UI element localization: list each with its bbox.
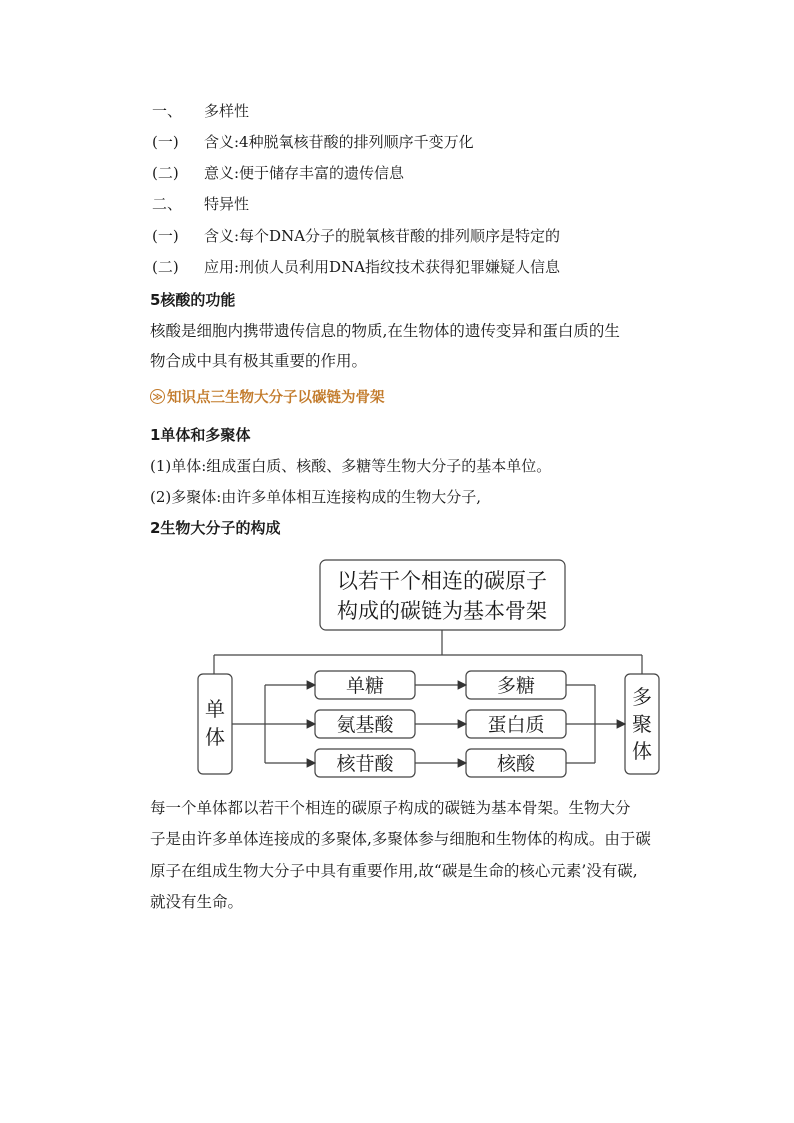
chevron-right-icon: ≫ — [150, 389, 165, 404]
monomer-label: 单 — [205, 697, 225, 721]
outline-line-5 — [152, 226, 560, 246]
monosaccharide-label: 单糖 — [345, 675, 385, 697]
outline-line-4 — [152, 194, 249, 214]
paragraph-line: 每一个单体都以若干个相连的碳原子构成的碳链为基本骨架。生物大分 — [150, 799, 631, 817]
outline-number: 二、 — [152, 195, 183, 213]
outline-number: (一) — [152, 133, 179, 151]
outline-line-1 — [152, 101, 249, 121]
paragraph-line: 核酸是细胞内携带遗传信息的物质,在生物体的遗传变异和蛋白质的生 — [150, 322, 620, 340]
backbone-text-line-1: 以若干个相连的碳原子 — [337, 569, 547, 593]
outline-text: 应用:刑侦人员利用DNA指纹技术获得犯罪嫌疑人信息 — [204, 258, 561, 276]
protein-label: 蛋白质 — [487, 714, 545, 736]
outline-number: (二) — [152, 258, 179, 276]
nucleic-acid-label: 核酸 — [496, 753, 536, 775]
macromolecule-diagram — [190, 550, 670, 780]
monomer-label: 体 — [205, 725, 225, 749]
outline-line-3 — [152, 163, 404, 183]
outline-number: (一) — [152, 227, 179, 245]
section-heading — [150, 386, 385, 407]
outline-text: 含义:4种脱氧核苷酸的排列顺序千变万化 — [204, 133, 474, 151]
list-item: (2)多聚体:由许多单体相互连接构成的生物大分子, — [150, 488, 482, 506]
outline-line-2 — [152, 132, 474, 152]
outline-text: 特异性 — [204, 195, 250, 213]
paragraph-line: 原子在组成生物大分子中具有重要作用,故“碳是生命的核心元素’没有碳, — [150, 862, 638, 880]
outline-number: (二) — [152, 164, 179, 182]
section-title: 知识点三生物大分子以碳链为骨架 — [167, 390, 385, 406]
outline-number: 一、 — [152, 102, 183, 120]
outline-text: 多样性 — [204, 102, 250, 120]
polymer-label: 聚 — [632, 712, 652, 736]
polysaccharide-label: 多糖 — [496, 675, 536, 697]
amino-acid-label: 氨基酸 — [336, 714, 394, 736]
outline-line-6 — [152, 257, 560, 277]
monomer-box — [198, 674, 232, 774]
polymer-label: 体 — [632, 739, 652, 763]
paragraph-line: 子是由许多单体连接成的多聚体,多聚体参与细胞和生物体的构成。由于碳 — [150, 830, 651, 848]
polymer-label: 多 — [632, 685, 652, 709]
outline-text: 含义:每个DNA分子的脱氧核苷酸的排列顺序是特定的 — [204, 227, 561, 245]
nucleotide-label: 核苷酸 — [336, 753, 394, 775]
heading-monomer-polymer: 1单体和多聚体 — [150, 426, 251, 444]
outline-text: 意义:便于储存丰富的遗传信息 — [204, 164, 405, 182]
list-item: (1)单体:组成蛋白质、核酸、多糖等生物大分子的基本单位。 — [150, 457, 552, 475]
paragraph-line: 物合成中具有极其重要的作用。 — [150, 352, 368, 370]
heading-macromolecule-structure: 2生物大分子的构成 — [150, 519, 281, 537]
paragraph-line: 就没有生命。 — [150, 893, 244, 911]
heading-nucleic-acid-function: 5核酸的功能 — [150, 291, 236, 309]
backbone-text-line-2: 构成的碳链为基本骨架 — [337, 599, 547, 623]
